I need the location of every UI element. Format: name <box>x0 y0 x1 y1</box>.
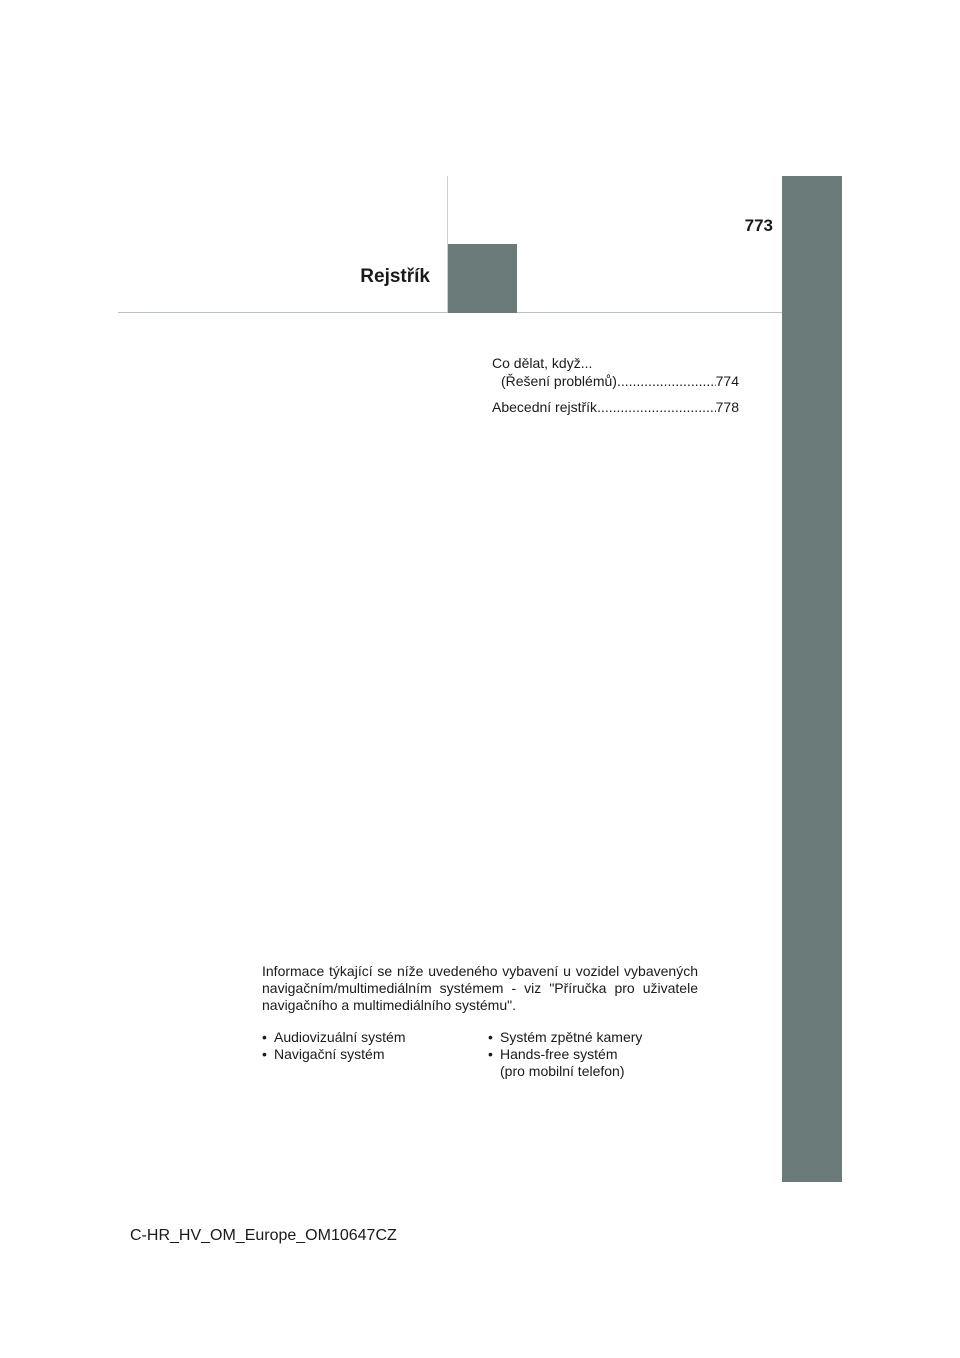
toc-item-title: Abecední rejstřík <box>492 399 598 415</box>
toc-item-alphabetical-index[interactable] <box>492 398 739 416</box>
list-item: • Audiovizuální systém <box>262 1029 488 1046</box>
toc-item-page: 774 <box>715 373 739 389</box>
document-code: C-HR_HV_OM_Europe_OM10647CZ <box>130 1227 397 1244</box>
page-number: 773 <box>744 216 773 235</box>
info-paragraph: Informace týkající se níže uvedeného vybavení u vozidel vybavených navigačním/multimediálním systémem - viz "Příručka pro uživatele navigačního a multimediálního systému". <box>262 963 698 1013</box>
list-item: • Hands-free systém (pro mobilní telefon) <box>488 1046 642 1080</box>
toc-item-page: 778 <box>715 399 739 415</box>
table-of-contents <box>492 354 739 416</box>
toc-leader-dots <box>597 398 716 416</box>
equipment-list-right <box>488 1029 642 1080</box>
toc-item-title: Co dělat, když... <box>492 355 593 371</box>
toc-item-troubleshooting[interactable] <box>492 354 739 390</box>
toc-leader-dots <box>617 372 716 390</box>
section-marker-square <box>448 244 517 313</box>
chapter-side-tab <box>782 176 842 1182</box>
equipment-list <box>262 1029 698 1080</box>
list-item: • Systém zpětné kamery <box>488 1029 642 1046</box>
section-title: Rejstřík <box>360 266 430 287</box>
toc-item-subtitle: (Řešení problémů) <box>501 373 617 389</box>
equipment-list-left <box>262 1029 488 1080</box>
list-item: • Navigační systém <box>262 1046 488 1063</box>
